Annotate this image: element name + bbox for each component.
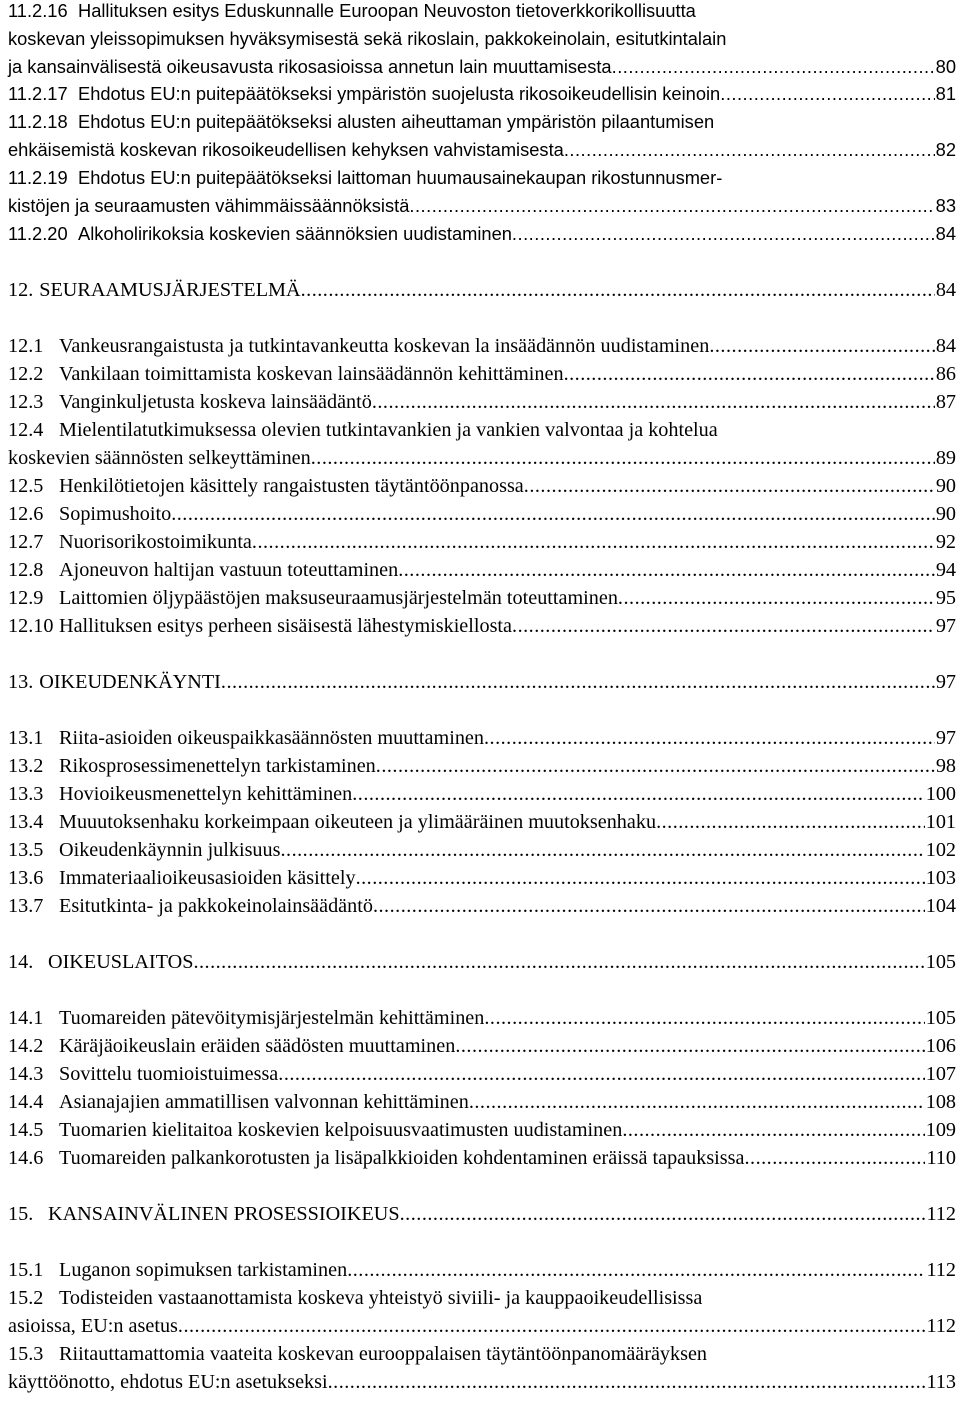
toc-entry-line	[8, 780, 956, 808]
toc-entry[interactable]	[8, 500, 956, 528]
toc-entry-line	[8, 864, 956, 892]
toc-entry-number: 12.5	[8, 475, 44, 497]
toc-page-number[interactable]: 109	[925, 1119, 956, 1141]
toc-entry-number: 14.5	[8, 1119, 44, 1141]
toc-entry-number: 14.4	[8, 1091, 44, 1113]
toc-page-number[interactable]: 112	[926, 1259, 956, 1281]
toc-entry-title: Vanginkuljetusta koskeva lainsäädäntö	[59, 391, 372, 413]
toc-page-number[interactable]: 103	[925, 867, 956, 889]
toc-entry[interactable]	[8, 1144, 956, 1172]
dot-leader	[656, 808, 925, 836]
toc-page-number[interactable]: 92	[935, 531, 956, 553]
toc-entry-title: Sopimushoito	[59, 503, 172, 525]
toc-entry[interactable]	[8, 948, 956, 976]
dot-leader	[564, 136, 935, 164]
toc-entry[interactable]	[8, 1256, 956, 1284]
dot-leader	[373, 892, 925, 920]
dot-leader	[356, 864, 925, 892]
toc-entry-line	[8, 808, 956, 836]
toc-page-number[interactable]: 87	[935, 391, 956, 413]
toc-entry[interactable]	[8, 556, 956, 584]
toc-entry-line	[8, 612, 956, 640]
toc-entry-title: Henkilötietojen käsittely rangaistusten täytäntöönpanossa	[59, 475, 524, 497]
dot-leader	[524, 472, 935, 500]
toc-entry[interactable]	[8, 108, 956, 164]
toc-entry-number: 15.3	[8, 1343, 44, 1365]
toc-entry[interactable]	[8, 388, 956, 416]
toc-entry-line	[8, 360, 956, 388]
toc-entry-number: 12.3	[8, 391, 44, 413]
toc-entry-title: Ajoneuvon haltijan vastuun toteuttaminen	[59, 559, 399, 581]
toc-entry-number: 14.2	[8, 1035, 44, 1057]
toc-page-number[interactable]: 90	[935, 503, 956, 525]
toc-entry-line	[8, 108, 956, 136]
toc-entry-title: Tuomarien kielitaitoa koskevien kelpoisuusvaatimusten uudistaminen	[59, 1119, 623, 1141]
toc-entry-line	[8, 948, 956, 976]
toc-entry-number: 11.2.18	[8, 111, 68, 132]
toc-entry-line	[8, 276, 956, 304]
toc-entry-title: koskevien säännösten selkeyttäminen	[8, 447, 311, 469]
toc-entry-title: Luganon sopimuksen tarkistaminen	[59, 1259, 348, 1281]
toc-page-number[interactable]: 82	[935, 139, 956, 160]
toc-entry-title: Laittomien öljypäästöjen maksuseuraamusjärjestelmän toteuttaminen	[59, 587, 618, 609]
toc-entry-line	[8, 192, 956, 220]
toc-entry-number: 13.3	[8, 783, 44, 805]
toc-entry-number: 12.10	[8, 615, 54, 637]
toc-entry-number: 15.1	[8, 1259, 44, 1281]
toc-entry-line	[8, 892, 956, 920]
toc-entry-title: koskevan yleissopimuksen hyväksymisestä sekä rikoslain, pakkokeinolain, esitutkintalain	[8, 28, 727, 49]
toc-page-number[interactable]: 86	[935, 363, 956, 385]
toc-entry-title: Nuorisorikostoimikunta	[59, 531, 252, 553]
dot-leader	[400, 1200, 926, 1228]
toc-page-number[interactable]: 94	[935, 559, 956, 581]
dot-leader	[618, 584, 935, 612]
toc-entry-title: Riitauttamattomia vaateita koskevan eurooppalaisen täytäntöönpanomääräyksen	[59, 1343, 708, 1365]
toc-entry[interactable]	[8, 1116, 956, 1144]
toc-page-number[interactable]: 100	[925, 783, 956, 805]
toc-page-number[interactable]: 97	[935, 615, 956, 637]
dot-leader	[301, 276, 935, 304]
dot-leader	[171, 500, 935, 528]
toc-entry-title: Esitutkinta- ja pakkokeinolainsäädäntö	[59, 895, 373, 917]
toc-entry-title: KANSAINVÄLINEN PROSESSIOIKEUS	[48, 1203, 400, 1225]
dot-leader	[622, 1116, 924, 1144]
dot-leader	[278, 1060, 924, 1088]
toc-entry[interactable]	[8, 808, 956, 836]
toc-entry-number: 12.1	[8, 335, 44, 357]
dot-leader	[280, 836, 924, 864]
toc-entry-title: Muuutoksenhaku korkeimpaan oikeuteen ja ylimääräinen muutoksenhaku	[59, 811, 657, 833]
toc-page-number[interactable]: 102	[925, 839, 956, 861]
toc-entry[interactable]	[8, 80, 956, 108]
toc-page-number[interactable]: 84	[935, 279, 956, 301]
toc-entry-line	[8, 1312, 956, 1340]
toc-entry-line	[8, 752, 956, 780]
toc-entry-number: 14.1	[8, 1007, 44, 1029]
toc-entry[interactable]	[8, 864, 956, 892]
toc-entry-line	[8, 388, 956, 416]
toc-page-number[interactable]: 81	[935, 83, 956, 104]
toc-entry-title: Hallituksen esitys Eduskunnalle Euroopan Neuvoston tietoverkkorikollisuutta	[78, 0, 696, 21]
toc-entry-title: Vankilaan toimittamista koskevan lainsäädännön kehittäminen	[59, 363, 564, 385]
toc-entry-number: 13.6	[8, 867, 44, 889]
toc-entry-number: 12.9	[8, 587, 44, 609]
toc-entry-number: 11.2.16	[8, 0, 68, 21]
dot-leader	[469, 1088, 925, 1116]
dot-leader	[455, 1032, 924, 1060]
toc-entry-title: Asianajajien ammatillisen valvonnan kehittäminen	[59, 1091, 469, 1113]
toc-page-number[interactable]: 90	[935, 475, 956, 497]
toc-entry-title: käyttöönotto, ehdotus EU:n asetukseksi	[8, 1371, 328, 1393]
dot-leader	[409, 192, 934, 220]
toc-page-number[interactable]: 112	[926, 1315, 956, 1337]
dot-leader	[512, 220, 935, 248]
toc-entry-number: 12.6	[8, 503, 44, 525]
dot-leader	[311, 444, 935, 472]
toc-entry[interactable]	[8, 528, 956, 556]
toc-entry[interactable]	[8, 360, 956, 388]
dot-leader	[372, 388, 935, 416]
toc-entry-title: ehkäisemistä koskevan rikosoikeudellisen kehyksen vahvistamisesta	[8, 139, 564, 160]
dot-leader	[484, 724, 935, 752]
toc-entry-title: Ehdotus EU:n puitepäätökseksi alusten aiheuttaman ympäristön pilaantumisen	[78, 111, 715, 132]
toc-entry-title: OIKEUDENKÄYNTI	[39, 671, 221, 693]
toc-entry-title: Mielentilatutkimuksessa olevien tutkintavankien ja vankien valvontaa ja kohtelua	[59, 419, 718, 441]
dot-leader	[178, 1312, 926, 1340]
toc-page-number[interactable]: 95	[935, 587, 956, 609]
dot-leader	[564, 360, 935, 388]
toc-entry[interactable]	[8, 472, 956, 500]
toc-entry-title: Alkoholirikoksia koskevien säännöksien uudistaminen	[78, 223, 512, 244]
dot-leader	[221, 668, 935, 696]
dot-leader	[744, 1144, 925, 1172]
toc-entry[interactable]	[8, 1340, 956, 1396]
dot-leader	[352, 780, 925, 808]
toc-entry-line	[8, 1004, 956, 1032]
toc-entry-number: 12.4	[8, 419, 44, 441]
toc-entry-line	[8, 1200, 956, 1228]
toc-entry[interactable]	[8, 1060, 956, 1088]
toc-entry-title: kistöjen ja seuraamusten vähimmäissäännöksistä	[8, 195, 410, 216]
toc-entry[interactable]	[8, 0, 956, 81]
toc-page-number[interactable]: 107	[925, 1063, 956, 1085]
toc-entry-title: Tuomareiden pätevöitymisjärjestelmän kehittäminen	[59, 1007, 485, 1029]
toc-entry-line	[8, 668, 956, 696]
toc-entry-number: 12.2	[8, 363, 44, 385]
toc-page-number[interactable]: 83	[935, 195, 956, 216]
toc-entry-number: 11.2.19	[8, 167, 68, 188]
toc-entry[interactable]	[8, 1088, 956, 1116]
toc-page-number[interactable]: 105	[925, 1007, 956, 1029]
dot-leader	[347, 1256, 925, 1284]
dot-leader	[612, 53, 935, 81]
toc-entry[interactable]	[8, 332, 956, 360]
dot-leader	[376, 752, 935, 780]
dot-leader	[252, 528, 935, 556]
toc-entry-line	[8, 444, 956, 472]
toc-entry-line	[8, 332, 956, 360]
toc-page-number[interactable]: 106	[925, 1035, 956, 1057]
toc-entry-title: Rikosprosessimenettelyn tarkistaminen	[59, 755, 376, 777]
toc-entry-title: Tuomareiden palkankorotusten ja lisäpalkkioiden kohdentaminen eräissä tapauksissa	[59, 1147, 745, 1169]
toc-page-number[interactable]: 104	[925, 895, 956, 917]
toc-entry-title: SEURAAMUSJÄRJESTELMÄ	[39, 279, 301, 301]
toc-entry-number: 13.2	[8, 755, 44, 777]
toc-entry-number: 15.	[8, 1203, 34, 1225]
toc-entry-title: Riita-asioiden oikeuspaikkasäännösten muuttaminen	[59, 727, 484, 749]
toc-entry-number: 13.4	[8, 811, 44, 833]
toc-entry[interactable]	[8, 612, 956, 640]
toc-entry-title: Oikeudenkäynnin julkisuus	[59, 839, 281, 861]
toc-entry[interactable]	[8, 836, 956, 864]
toc-entry-title: Immateriaalioikeusasioiden käsittely	[59, 867, 356, 889]
toc-entry-number: 13.1	[8, 727, 44, 749]
toc-entry-number: 11.2.20	[8, 223, 68, 244]
toc-entry-line	[8, 724, 956, 752]
toc-entry[interactable]	[8, 724, 956, 752]
toc-entry-line	[8, 1032, 956, 1060]
toc-page-number[interactable]: 80	[935, 56, 956, 77]
toc-page-number[interactable]: 84	[935, 223, 956, 244]
toc-entry-line	[8, 136, 956, 164]
toc-entry-line	[8, 500, 956, 528]
toc-page-number[interactable]: 113	[926, 1371, 956, 1393]
toc-entry-line	[8, 584, 956, 612]
toc-entry-title: ja kansainvälisestä oikeusavusta rikosasioissa annetun lain muuttamisesta	[8, 56, 612, 77]
toc-entry[interactable]	[8, 1004, 956, 1032]
toc-entry-title: Ehdotus EU:n puitepäätökseksi laittoman huumausainekaupan rikostunnusmer-	[78, 167, 723, 188]
toc-entry-number: 13.5	[8, 839, 44, 861]
toc-entry-line	[8, 1144, 956, 1172]
toc-page-number[interactable]: 105	[925, 951, 956, 973]
toc-entry[interactable]	[8, 892, 956, 920]
toc-entry[interactable]	[8, 276, 956, 304]
toc-entry-number: 13.	[8, 671, 34, 693]
toc-entry-line	[8, 836, 956, 864]
toc-entry-number: 11.2.17	[8, 83, 68, 104]
toc-entry[interactable]	[8, 780, 956, 808]
dot-leader	[398, 556, 935, 584]
toc-entry-number: 12.8	[8, 559, 44, 581]
toc-entry-title: Vankeusrangaistusta ja tutkintavankeutta koskevan la insäädännön uudistaminen	[59, 335, 710, 357]
toc-page-number[interactable]: 89	[935, 447, 956, 469]
toc-entry-line	[8, 25, 956, 53]
toc-entry-title: Hallituksen esitys perheen sisäisestä lähestymiskiellosta	[59, 615, 513, 637]
toc-entry-title: OIKEUSLAITOS	[48, 951, 194, 973]
dot-leader	[512, 612, 935, 640]
toc-entry-number: 14.3	[8, 1063, 44, 1085]
toc-entry[interactable]	[8, 416, 956, 472]
toc-entry-line	[8, 472, 956, 500]
dot-leader	[193, 948, 924, 976]
toc-entry-line	[8, 164, 956, 192]
toc-entry-title: Hovioikeusmenettelyn kehittäminen	[59, 783, 353, 805]
toc-entry-number: 12.7	[8, 531, 44, 553]
toc-entry-line	[8, 1368, 956, 1396]
dot-leader	[328, 1368, 926, 1396]
toc-entry[interactable]	[8, 164, 956, 220]
toc-entry-line	[8, 0, 956, 25]
toc-entry-line	[8, 1284, 956, 1312]
toc-page-number[interactable]: 108	[925, 1091, 956, 1113]
toc-page-number[interactable]: 98	[935, 755, 956, 777]
dot-leader	[484, 1004, 924, 1032]
toc-entry-title: Sovittelu tuomioistuimessa	[59, 1063, 279, 1085]
toc-page-number[interactable]: 112	[926, 1203, 956, 1225]
dot-leader	[720, 80, 934, 108]
toc-entry-line	[8, 416, 956, 444]
toc-entry-line	[8, 220, 956, 248]
toc-entry-line	[8, 80, 956, 108]
toc-entry[interactable]	[8, 584, 956, 612]
toc-page-number[interactable]: 84	[935, 335, 956, 357]
toc-entry-line	[8, 1256, 956, 1284]
toc-entry-line	[8, 1060, 956, 1088]
dot-leader	[709, 332, 934, 360]
toc-page-number[interactable]: 97	[935, 727, 956, 749]
toc-entry[interactable]	[8, 668, 956, 696]
toc-page-number[interactable]: 110	[926, 1147, 956, 1169]
toc-page-number[interactable]: 101	[925, 811, 956, 833]
toc-entry-line	[8, 1116, 956, 1144]
toc-entry-title: Käräjäoikeuslain eräiden säädösten muuttaminen	[59, 1035, 456, 1057]
toc-entry[interactable]	[8, 1200, 956, 1228]
toc-entry-line	[8, 556, 956, 584]
toc-entry-line	[8, 528, 956, 556]
toc-entry-line	[8, 1088, 956, 1116]
toc-entry-line	[8, 1340, 956, 1368]
toc-entry-number: 14.	[8, 951, 34, 973]
toc-entry-number: 14.6	[8, 1147, 44, 1169]
toc-page-number[interactable]: 97	[935, 671, 956, 693]
toc-entry-number: 13.7	[8, 895, 44, 917]
toc-entry-line	[8, 53, 956, 81]
toc-entry-title: Todisteiden vastaanottamista koskeva yhteistyö siviili- ja kauppaoikeudellisissa	[59, 1287, 703, 1309]
toc-entry[interactable]	[8, 752, 956, 780]
toc-entry-title: asioissa, EU:n asetus	[8, 1315, 178, 1337]
toc-entry-title: Ehdotus EU:n puitepäätökseksi ympäristön suojelusta rikosoikeudellisin keinoin	[78, 83, 721, 104]
toc-entry[interactable]	[8, 1032, 956, 1060]
toc-entry[interactable]	[8, 220, 956, 248]
toc-entry-number: 12.	[8, 279, 34, 301]
toc-entry-number: 15.2	[8, 1287, 44, 1309]
toc-entry[interactable]	[8, 1284, 956, 1340]
